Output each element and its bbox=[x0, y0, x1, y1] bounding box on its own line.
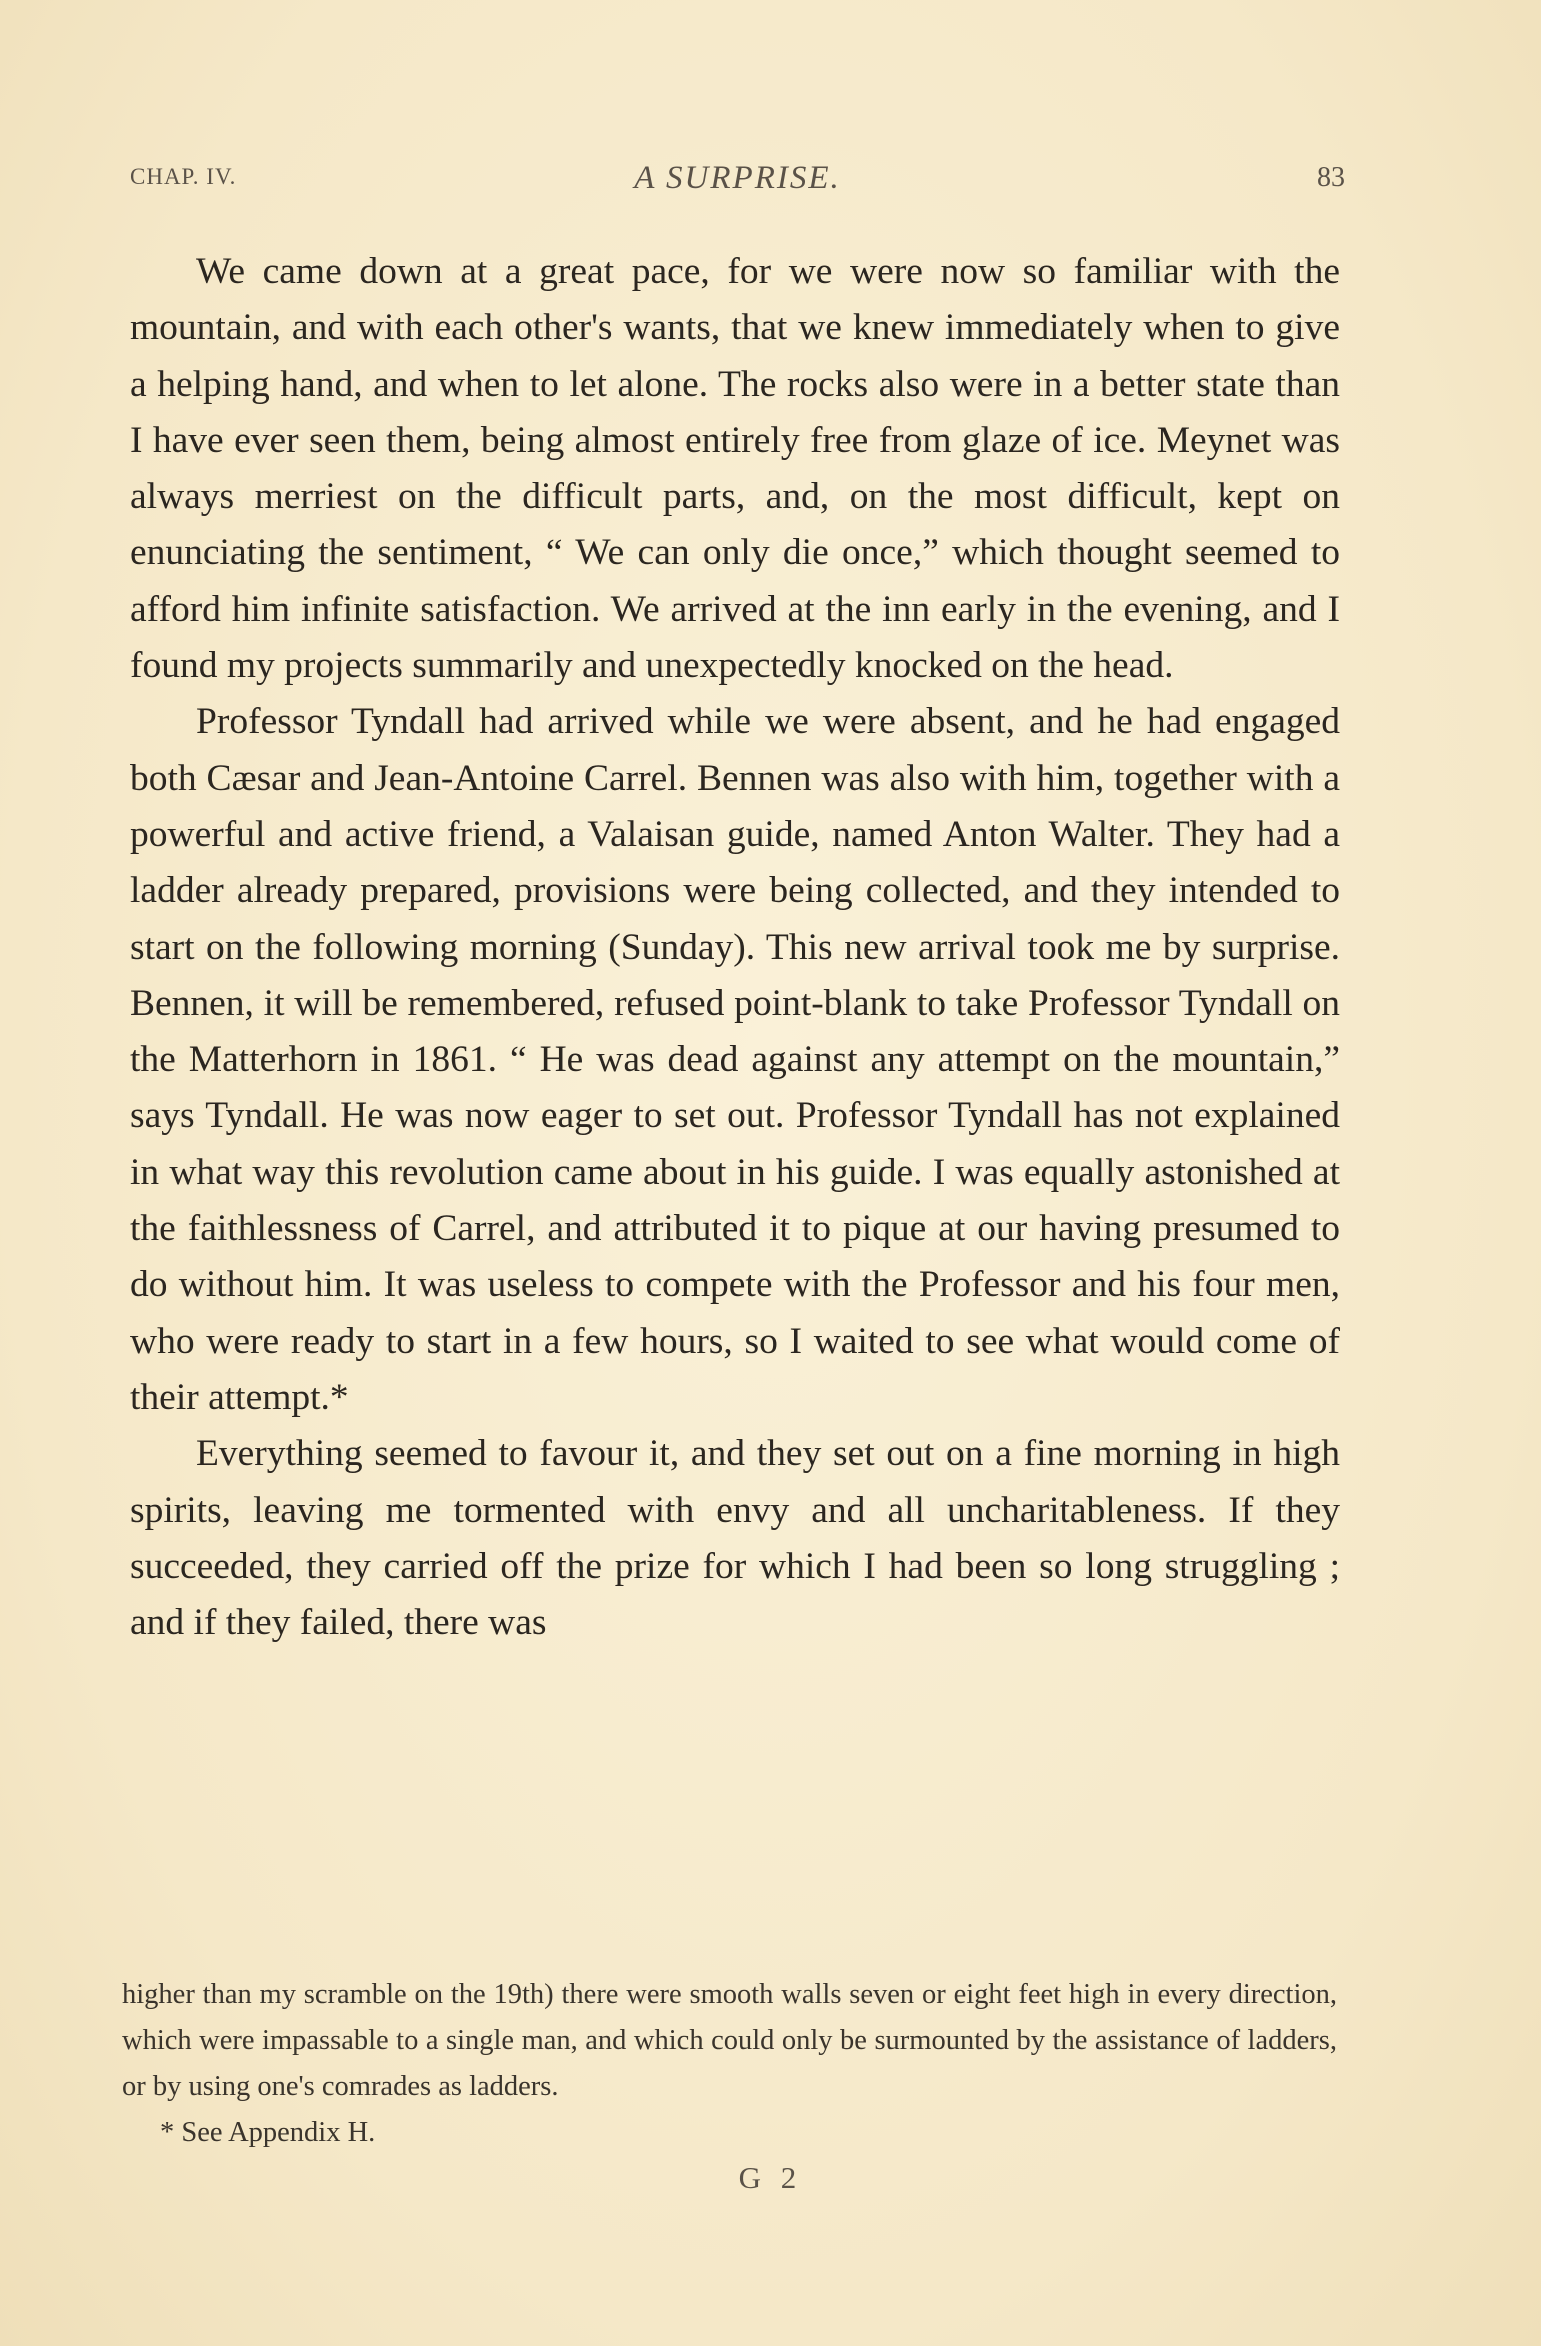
paragraph-descent: We came down at a great pace, for we were now so familiar with the mountain, and with each other's wants, that we knew immediately when to give a helping hand, and when to let alone. The rocks also were in a better state than I have ever seen them, being almost entirely free from glaze of ice. Meynet was always merriest on the difficult parts, and, on the most difficult, kept on enunciating the sentiment, “ We can only die once,” which thought seemed to afford him infinite satisfaction. We arrived at the inn early in the evening, and I found my projects summarily and unexpectedly knocked on the head. bbox=[130, 251, 1340, 687]
footnote-appendix-reference: * See Appendix H. bbox=[160, 2117, 376, 2148]
footnotes bbox=[122, 1972, 1337, 2156]
paragraph-departure: Everything seemed to favour it, and they set out on a fine morning in high spirits, leaving me tormented with envy and all uncharitableness. If they succeeded, they carried off the prize for which I had been so long struggling ; and if they failed, there was bbox=[130, 1433, 1340, 1644]
running-title: A SURPRISE. bbox=[634, 160, 841, 196]
paragraph-tyndall-arrival: Professor Tyndall had arrived while we were absent, and he had engaged both Cæsar and Jean-Antoine Carrel. Bennen was also with him, together with a powerful and active friend, a Valaisan guide, named Anton Walter. They had a ladder already prepared, provisions were being collected, and they intended to start on the following morning (Sunday). This new arrival took me by surprise. Bennen, it will be remembered, refused point-blank to take Professor Tyndall on the Matterhorn in 1861. “ He was dead against any attempt on the mountain,” says Tyndall. He was now eager to set out. Professor Tyndall has not explained in what way this revolution came about in his guide. I was equally astonished at the faithlessness of Carrel, and attributed it to pique at our having presumed to do without him. It was useless to compete with the Professor and his four men, who were ready to start in a few hours, so I waited to see what would come of their attempt.* bbox=[130, 701, 1340, 1418]
page-number: 83 bbox=[1317, 162, 1345, 193]
footnote-continuation: higher than my scramble on the 19th) there were smooth walls seven or eight feet high in every direction, which were impassable to a single man, and which could only be surmounted by the assistance of ladders, or by using one's comrades as ladders. bbox=[122, 1979, 1337, 2102]
chapter-label: CHAP. IV. bbox=[130, 164, 237, 189]
running-header bbox=[130, 160, 1345, 200]
main-text bbox=[130, 244, 1340, 1651]
printer-signature-mark: G 2 bbox=[738, 2160, 803, 2195]
